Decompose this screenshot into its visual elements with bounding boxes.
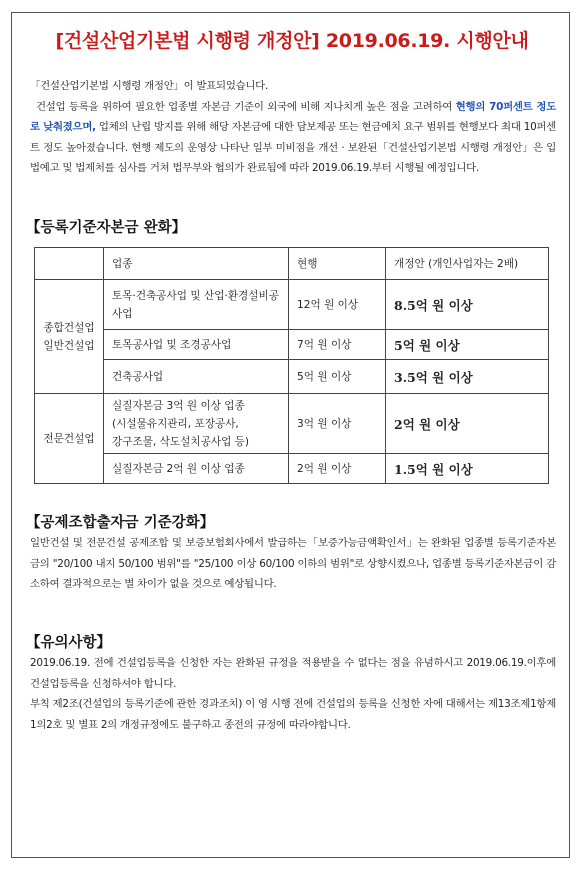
header-industry: 업종 bbox=[104, 248, 289, 280]
row-current: 5억 원 이상 bbox=[289, 360, 386, 394]
capital-table bbox=[34, 247, 549, 484]
table-row bbox=[35, 360, 549, 394]
row-revised: 5억 원 이상 bbox=[386, 330, 549, 360]
group-special: 전문건설업 bbox=[35, 394, 104, 484]
row-current: 12억 원 이상 bbox=[289, 280, 386, 330]
header-blank bbox=[35, 248, 104, 280]
table-row bbox=[35, 454, 549, 484]
intro-paragraph bbox=[30, 76, 556, 179]
section3-paragraph2: 부칙 제2조(건설업의 등록기준에 관한 경과조치) 이 영 시행 전에 건설업의 등록을 신청한 자에 대해서는 제13조제1항제1의2호 및 별표 2의 개정규정에도 불구하고 종전의 규정에 따라야합니다. bbox=[30, 698, 557, 731]
row-revised: 2억 원 이상 bbox=[386, 394, 549, 454]
row-industry: 토목공사업 및 조경공사업 bbox=[104, 330, 289, 360]
page-title: [건설산업기본법 시행령 개정안] 2019.06.19. 시행안내 bbox=[55, 30, 529, 52]
group-general: 종합건설업 일반건설업 bbox=[35, 280, 104, 394]
row-current: 2억 원 이상 bbox=[289, 454, 386, 484]
header-current: 현행 bbox=[289, 248, 386, 280]
section2-heading: 【공제조합출자금 기준강화】 bbox=[26, 515, 215, 531]
section3-heading: 【유의사항】 bbox=[26, 635, 112, 651]
table-row bbox=[35, 330, 549, 360]
row-revised: 3.5억 원 이상 bbox=[386, 360, 549, 394]
row-industry: 건축공사업 bbox=[104, 360, 289, 394]
row-current: 3억 원 이상 bbox=[289, 394, 386, 454]
intro-text-after: 업체의 난립 방지를 위해 해당 자본금에 대한 담보제공 또는 현금예치 요구 범위를 현행보다 최대 10퍼센트 정도 높아졌습니다. 현행 제도의 운영상 나타난 일부 미비점을 개선 · 보완된「건설산업기본법 시행령 개정안」은 입법예고 및 법제처를 심사를 거쳐 법무부와 협의가 완료됨에 따라 2019.06.19.부터 시행될 예정입니다. bbox=[30, 121, 557, 174]
section1-heading: 【등록기준자본금 완화】 bbox=[26, 220, 187, 236]
row-revised: 1.5억 원 이상 bbox=[386, 454, 549, 484]
section2-paragraph: 일반건설 및 전문건설 공제조합 및 보증보험회사에서 발급하는「보증가능금액확인서」는 완화된 업종별 등록기준자본금의 "20/100 내지 50/100 범위"를 "25/100 이상 60/100 이하의 범위"로 상향시켰으나, 업종별 등록기준자본금이 감소하여 결과적으로는 별 차이가 없을 것으로 예상됩니다. bbox=[30, 537, 556, 590]
row-current: 7억 원 이상 bbox=[289, 330, 386, 360]
header-revised: 개정안 (개인사업자는 2배) bbox=[386, 248, 549, 280]
table-row bbox=[35, 280, 549, 330]
table-header-row bbox=[35, 248, 549, 280]
intro-text-before: 건설업 등록을 위하여 필요한 업종별 자본금 기준이 외국에 비해 지나치게 높은 점을 고려하여 bbox=[36, 100, 456, 113]
row-industry: 토목·건축공사업 및 산업·환경설비공사업 bbox=[104, 280, 289, 330]
intro-body bbox=[30, 97, 556, 179]
row-revised: 8.5억 원 이상 bbox=[386, 280, 549, 330]
intro-highlight: 현행의 70퍼센트 정도로 낮춰졌으며, bbox=[30, 100, 556, 133]
table-row bbox=[35, 394, 549, 454]
row-industry: 실질자본금 3억 원 이상 업종 (시설물유지관리, 포장공사, 강구조물, 삭도설치공사업 등) bbox=[104, 394, 289, 454]
row-industry: 실질자본금 2억 원 이상 업종 bbox=[104, 454, 289, 484]
section3-paragraph1: 2019.06.19. 전에 건설업등록을 신청한 자는 완화된 규정을 적용받을 수 없다는 점을 유념하시고 2019.06.19.이후에 건설업등록을 신청하셔야 합니다. bbox=[30, 657, 556, 690]
intro-line1: 「건설산업기본법 시행령 개정안」이 발표되었습니다. bbox=[30, 80, 269, 92]
